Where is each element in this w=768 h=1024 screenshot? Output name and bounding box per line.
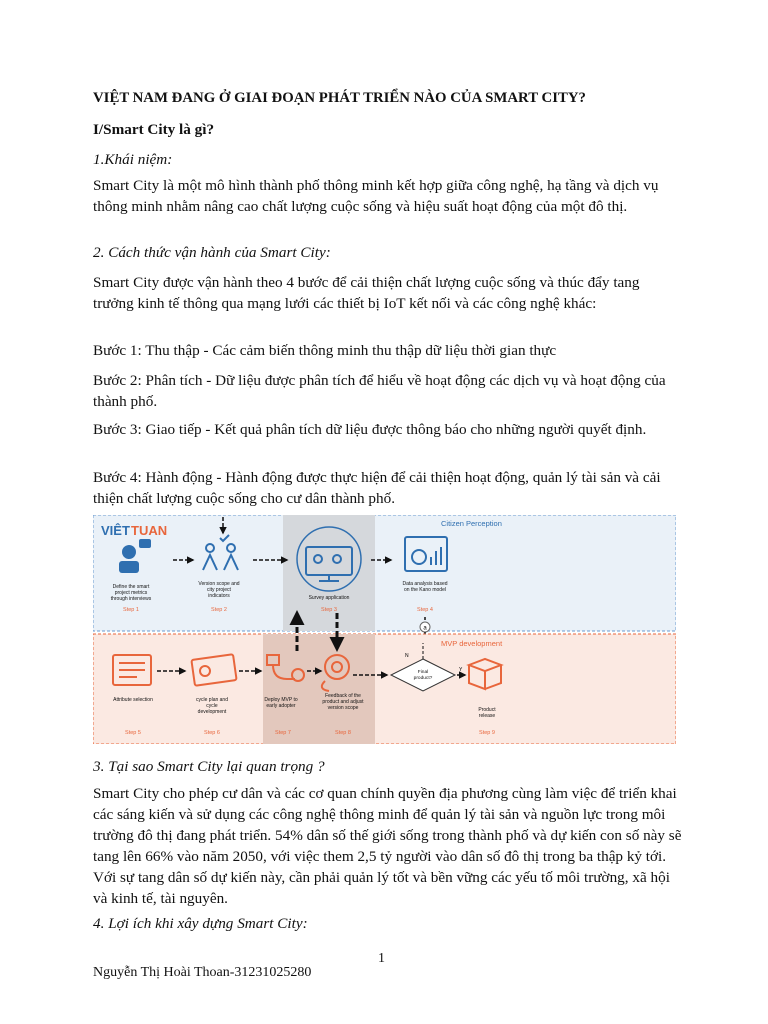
- step-label-6: Step 6: [204, 730, 220, 736]
- logo-text-accent: TUAN: [131, 523, 168, 538]
- subheading-concept: 1.Khái niệm:: [93, 151, 173, 168]
- step-9-caption-l2: release: [478, 713, 496, 719]
- section-heading: I/Smart City là gì?: [93, 121, 215, 138]
- step-2-text: Bước 2: Phân tích - Dữ liệu được phân tích để hiểu về hoạt động các dịch vụ và hoạt động của thành phố.: [93, 372, 666, 410]
- step-6-caption-l3: development: [197, 709, 227, 715]
- decision-no: N: [405, 653, 409, 659]
- step-label-5: Step 5: [125, 730, 141, 736]
- step-label-8: Step 8: [335, 730, 351, 736]
- step-2-caption-l1: Version scope and: [198, 581, 240, 587]
- step-1-caption-l3: through interviews: [110, 596, 152, 602]
- subheading-benefits: 4. Lợi ích khi xây dựng Smart City:: [93, 915, 308, 932]
- step-8-caption-l2: product and adjust: [322, 699, 364, 705]
- paragraph-importance: Smart City cho phép cư dân và các cơ quan chính quyền địa phương cùng làm việc để triển khai các sáng kiến và sử dụng các công nghệ thông minh để quản lý tài sản và nguồn lực trong môi trường đô thị đang phát triển. 54% dân số thế giới sống trong thành phố và dự kiến con số này sẽ tang lên 66% vào năm 2050, với việc them 2,5 tỷ người vào dân số đô thị trong ba thập kỷ tới. Với sự tang dân số dự kiến này, cần phải quản lý tốt và bền vững các yếu tố môi trường, xã hội và kinh tế, tài nguyên.: [93, 785, 682, 907]
- connector-marker-label: a: [423, 625, 427, 632]
- step-9-caption-l1: Product: [478, 707, 496, 713]
- band-title-mvp: MVP development: [441, 639, 503, 648]
- step-2-caption-l2: city project: [207, 587, 231, 593]
- step-label-1: Step 1: [123, 607, 139, 613]
- subheading-operation: 2. Cách thức vận hành của Smart City:: [93, 244, 331, 261]
- band-title-citizen: Citizen Perception: [441, 519, 502, 528]
- step-1-caption-l2: project metrics: [114, 590, 148, 596]
- step-6-caption-l1: cycle plan and: [196, 697, 228, 703]
- step-6-caption-l2: cycle: [206, 703, 218, 709]
- smart-city-process-diagram: [93, 515, 676, 744]
- step-label-7: Step 7: [275, 730, 291, 736]
- citizen-perception-band: [93, 515, 676, 631]
- step-4-caption-l1: Data analysis based: [402, 581, 448, 587]
- paragraph-operation: Smart City được vận hành theo 4 bước để cải thiện chất lượng cuộc sống và thúc đẩy tang trưởng kinh tế thông qua mạng lưới các thiết bị IoT kết nối và các công nghệ khác:: [93, 274, 640, 312]
- step-4-text: Bước 4: Hành động - Hành động được thực hiện để cải thiện hoạt động, quản lý tài sản và cải thiện chất lượng cuộc sống cho cư dân thành phố.: [93, 469, 661, 507]
- document-title: VIỆT NAM ĐANG Ở GIAI ĐOẠN PHÁT TRIỂN NÀO CỦA SMART CITY?: [93, 90, 586, 106]
- step-label-3: Step 3: [321, 607, 337, 613]
- logo-text: VIÊT: [101, 523, 130, 538]
- decision-label-l2: product?: [413, 676, 433, 681]
- paragraph-definition: Smart City là một mô hình thành phố thông minh kết hợp giữa công nghệ, hạ tầng và dịch vụ thông minh nhằm nâng cao chất lượng cuộc sống và hiệu suất hoạt động của một đô thị.: [93, 177, 659, 215]
- step-4-caption-l2: on the Kano model: [404, 587, 446, 593]
- step-1-caption-l1: Define the smart: [112, 584, 150, 590]
- step-3-text: Bước 3: Giao tiếp - Kết quả phân tích dữ liệu được thông báo cho những người quyết định.: [93, 421, 647, 438]
- step-5-caption: Attribute selection: [113, 697, 153, 703]
- page-footer: Nguyễn Thị Hoài Thoan-31231025280: [93, 965, 312, 980]
- mvp-development-band: [93, 634, 676, 744]
- step-7-caption-l2: early adopter: [266, 703, 296, 709]
- page-number: 1: [378, 951, 385, 966]
- step-2-caption-l3: indicators: [208, 593, 230, 599]
- decision-label-l1: Final: [417, 670, 429, 675]
- decision-yes: Y: [459, 667, 463, 673]
- subheading-importance: 3. Tại sao Smart City lại quan trọng ?: [93, 758, 325, 775]
- step-label-9: Step 9: [479, 730, 495, 736]
- step-label-2: Step 2: [211, 607, 227, 613]
- step-8-caption-l1: Feedback of the: [325, 693, 361, 699]
- step-label-4: Step 4: [417, 607, 433, 613]
- step-7-caption-l1: Deploy MVP to: [264, 697, 298, 703]
- step-1-text: Bước 1: Thu thập - Các cảm biến thông minh thu thập dữ liệu thời gian thực: [93, 342, 557, 359]
- step-3-caption: Survey application: [308, 595, 350, 601]
- step-8-caption-l3: version scope: [327, 705, 359, 711]
